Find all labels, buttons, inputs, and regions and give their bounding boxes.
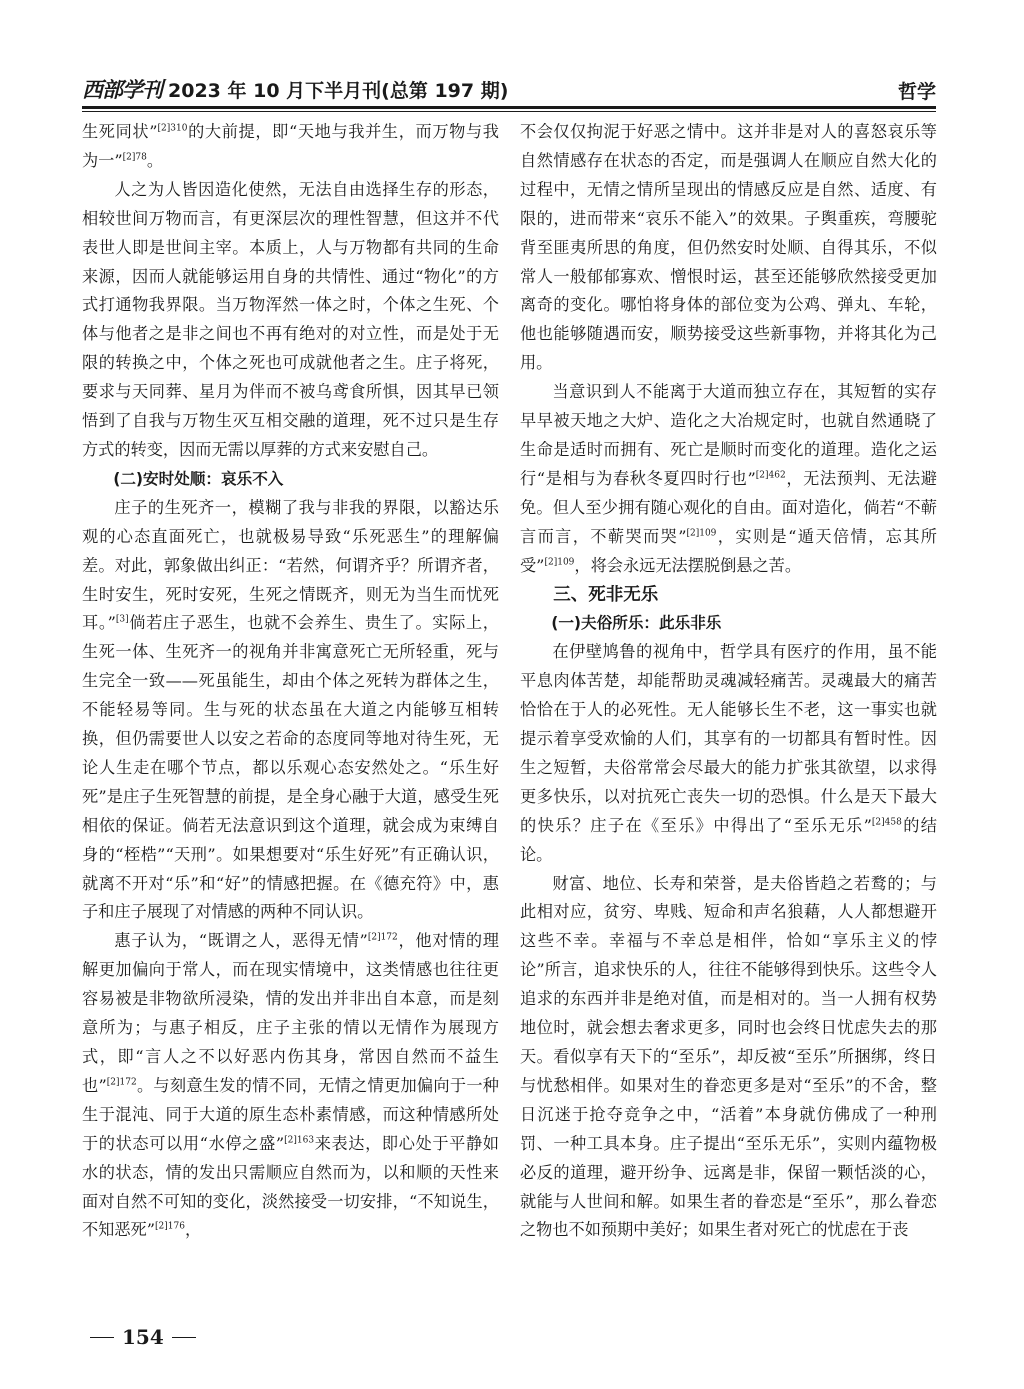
text-run: 不会仅仅拘泥于好恶之情中。这并非是对人的喜怒哀乐等自然情感存在状态的否定，而是强调人在顺应自然大化的过程中，无情之情所呈现出的情感反应是自然、适度、有限的，进而带来“哀乐不能入”的效果。子舆重疾，弯腰驼背至匪夷所思的角度，但仍然安时处顺、自得其乐，不似常人一般郁郁寡欢、憎恨时运，甚至还能够欣然接受更加离奇的变化。哪怕将身体的部位变为公鸡、弹丸、车轮，他也能够随遇而安，顺势接受这些新事物，并将其化为己用。 [520, 122, 937, 373]
running-header [82, 62, 936, 104]
text-run: ，他对情的理解更加偏向于常人，而在现实情境中，这类情感也往往更容易被是非物欲所浸染，情的发出并非出自本意，而是刻意所为；与惠子相反，庄子主张的情以无情作为展现方式，即“言人之不以好恶内伤其身，常因自然而不益生也” [82, 931, 499, 1095]
subsection-heading [520, 609, 937, 638]
text-run: ，无法预判、无法避免。但人至少拥有随心观化的自由。面对造化，倘若“不蕲言而言，不蕲哭而哭” [520, 468, 937, 546]
paragraph [82, 927, 499, 1245]
text-run: 三、死非无乐 [553, 584, 659, 605]
header-rule-thin [82, 111, 936, 112]
paragraph [82, 176, 499, 465]
text-run: 来表达，即心处于平静如水的状态，情的发出只需顺应自然而为，以和顺的天性来面对自然不可知的变化，淡然接受一切安排，“不知说生，不知恶死” [82, 1133, 499, 1240]
paragraph [520, 378, 937, 580]
text-run: 在伊壁鸠鲁的视角中，哲学具有医疗的作用，虽不能平息肉体苦楚，却能帮助灵魂减轻痛苦。灵魂最大的痛苦恰恰在于人的必死性。无人能够长生不老，这一事实也就提示着享受欢愉的人们，其享有的一切都具有暂时性。因生之短暂，夫俗常常会尽最大的能力扩张其欲望，以求得更多快乐，以对抗死亡丧失一切的恐惧。什么是天下最大的快乐？庄子在《至乐》中得出了“至乐无乐” [520, 642, 937, 835]
journal-logo: 西部学刊 [82, 77, 162, 102]
citation-ref: [2]310 [157, 123, 188, 134]
citation-ref: [2]109 [544, 557, 575, 568]
text-run: 的结论。 [520, 815, 937, 864]
footer-dash-left [90, 1337, 114, 1338]
subsection-heading [82, 465, 499, 494]
text-run: 的大前提，即“天地与我并生，而万物与我为一” [82, 122, 499, 170]
citation-ref: [2]172 [106, 1077, 137, 1088]
header-rule-thick [82, 106, 936, 109]
paragraph [520, 870, 937, 1246]
text-run: 人之为人皆因造化使然，无法自由选择生存的形态，相较世间万物而言，有更深层次的理性智慧，但这并不代表世人即是世间主宰。本质上，人与万物都有共同的生命来源，因而人就能够运用自身的共情性、通过“物化”的方式打通物我界限。当万物浑然一体之时，个体之生死、个体与他者之是非之间也不再有绝对的对立性，而是处于无限的转换之中，个体之死也可成就他者之生。庄子将死，要求与天同葬、星月为伴而不被乌鸢食所惧，因其早已领悟到了自我与万物生灭互相交融的道理，死不过只是生存方式的转变，因而无需以厚葬的方式来安慰自己。 [82, 179, 499, 459]
text-run: 庄子的生死齐一，模糊了我与非我的界限，以豁达乐观的心态直面死亡，也就极易导致“乐死恶生”的理解偏差。对此，郭象做出纠正：“若然，何谓齐乎？所谓齐者，生时安生，死时安死，生死之情既齐，则无为当生而忧死耳。” [82, 497, 499, 633]
citation-ref: [2]172 [367, 933, 398, 944]
text-run: 。 [146, 150, 164, 170]
citation-ref: [2]176 [155, 1222, 185, 1233]
citation-ref: [3] [115, 615, 129, 626]
section-name: 哲学 [897, 81, 936, 103]
header-left [82, 74, 508, 104]
issue-info: 2023 年 10 月下半月刊(总第 197 期) [168, 80, 509, 102]
text-run: 。与刻意生发的情不同，无情之情更加偏向于一种生于混沌、同于大道的原生态朴素情感，而这种情感所处于的状态可以用“水停之盛” [82, 1075, 499, 1153]
page-number: 154 [122, 1325, 164, 1349]
text-run: (一)夫俗所乐：此乐非乐 [551, 614, 722, 633]
text-run: 倘若庄子恶生，也就不会养生、贵生了。实际上，生死一体、生死齐一的视角并非寓意死亡无所轻重，死与生完全一致——死虽能生，却由个体之死转为群体之生，不能轻易等同。生与死的状态虽在大道之内能够互相转换，但仍需要世人以安之若命的态度同等地对待生死，无论人生走在哪个节点，都以乐观心态安然处之。“乐生好死”是庄子生死智慧的前提，是全身心融于大道，感受生死相依的保证。倘若无法意识到这个道理，就会成为束缚自身的“桎梏”“天刑”。如果想要对“乐生好死”有正确认识，就离不开对“乐”和“好”的情感把握。在《德充符》中，惠子和庄子展现了对情感的两种不同认识。 [82, 613, 499, 922]
paragraph [520, 638, 937, 869]
right-column [520, 118, 937, 1245]
text-run: 当意识到人不能离于大道而独立存在，其短暂的实存早早被天地之大炉、造化之大冶规定时，也就自然通晓了生命是适时而拥有、死亡是顺时而变化的道理。造化之运行“是相与为春秋冬夏四时行也” [520, 382, 937, 488]
text-run: ， [184, 1220, 202, 1240]
paragraph [520, 118, 937, 378]
paragraph [82, 118, 499, 176]
text-run: ，实则是“遁天倍情，忘其所受” [520, 526, 937, 575]
text-run: 生死同状” [82, 122, 158, 141]
citation-ref: [2]462 [755, 470, 786, 481]
text-run: (二)安时处顺：哀乐不入 [113, 469, 284, 488]
citation-ref: [2]109 [686, 528, 717, 539]
citation-ref: [2]458 [871, 817, 902, 828]
text-run: ，将会永远无法摆脱倒悬之苦。 [574, 555, 802, 575]
section-heading [520, 581, 937, 610]
text-run: 财富、地位、长寿和荣誉，是夫俗皆趋之若鹜的；与此相对应，贫穷、卑贱、短命和声名狼藉，人人都想避开这些不幸。幸福与不幸总是相伴，恰如“享乐主义的悖论”所言，追求快乐的人，往往不能够得到快乐。这些令人追求的东西并非是绝对值，而是相对的。当一人拥有权势地位时，就会想去奢求更多，同时也会终日忧虑失去的那天。看似享有天下的“至乐”，却反被“至乐”所捆绑，终日与忧愁相伴。如果对生的眷恋更多是对“至乐”的不舍，整日沉迷于抢夺竞争之中，“活着”本身就仿佛成了一种刑罚、一种工具本身。庄子提出“至乐无乐”，实则内蕴物极必反的道理，避开纷争、远离是非，保留一颗恬淡的心，就能与人世间和解。如果生者的眷恋是“至乐”，那么眷恋之物也不如预期中美好；如果生者对死亡的忧虑在于丧 [520, 873, 937, 1240]
footer-dash-right [172, 1337, 196, 1338]
citation-ref: [2]78 [122, 152, 147, 163]
citation-ref: [2]163 [284, 1135, 315, 1146]
page-footer [90, 1325, 196, 1349]
paragraph [82, 494, 499, 928]
left-column [82, 118, 499, 1245]
text-run: 惠子认为，“既谓之人，恶得无情” [114, 931, 368, 951]
